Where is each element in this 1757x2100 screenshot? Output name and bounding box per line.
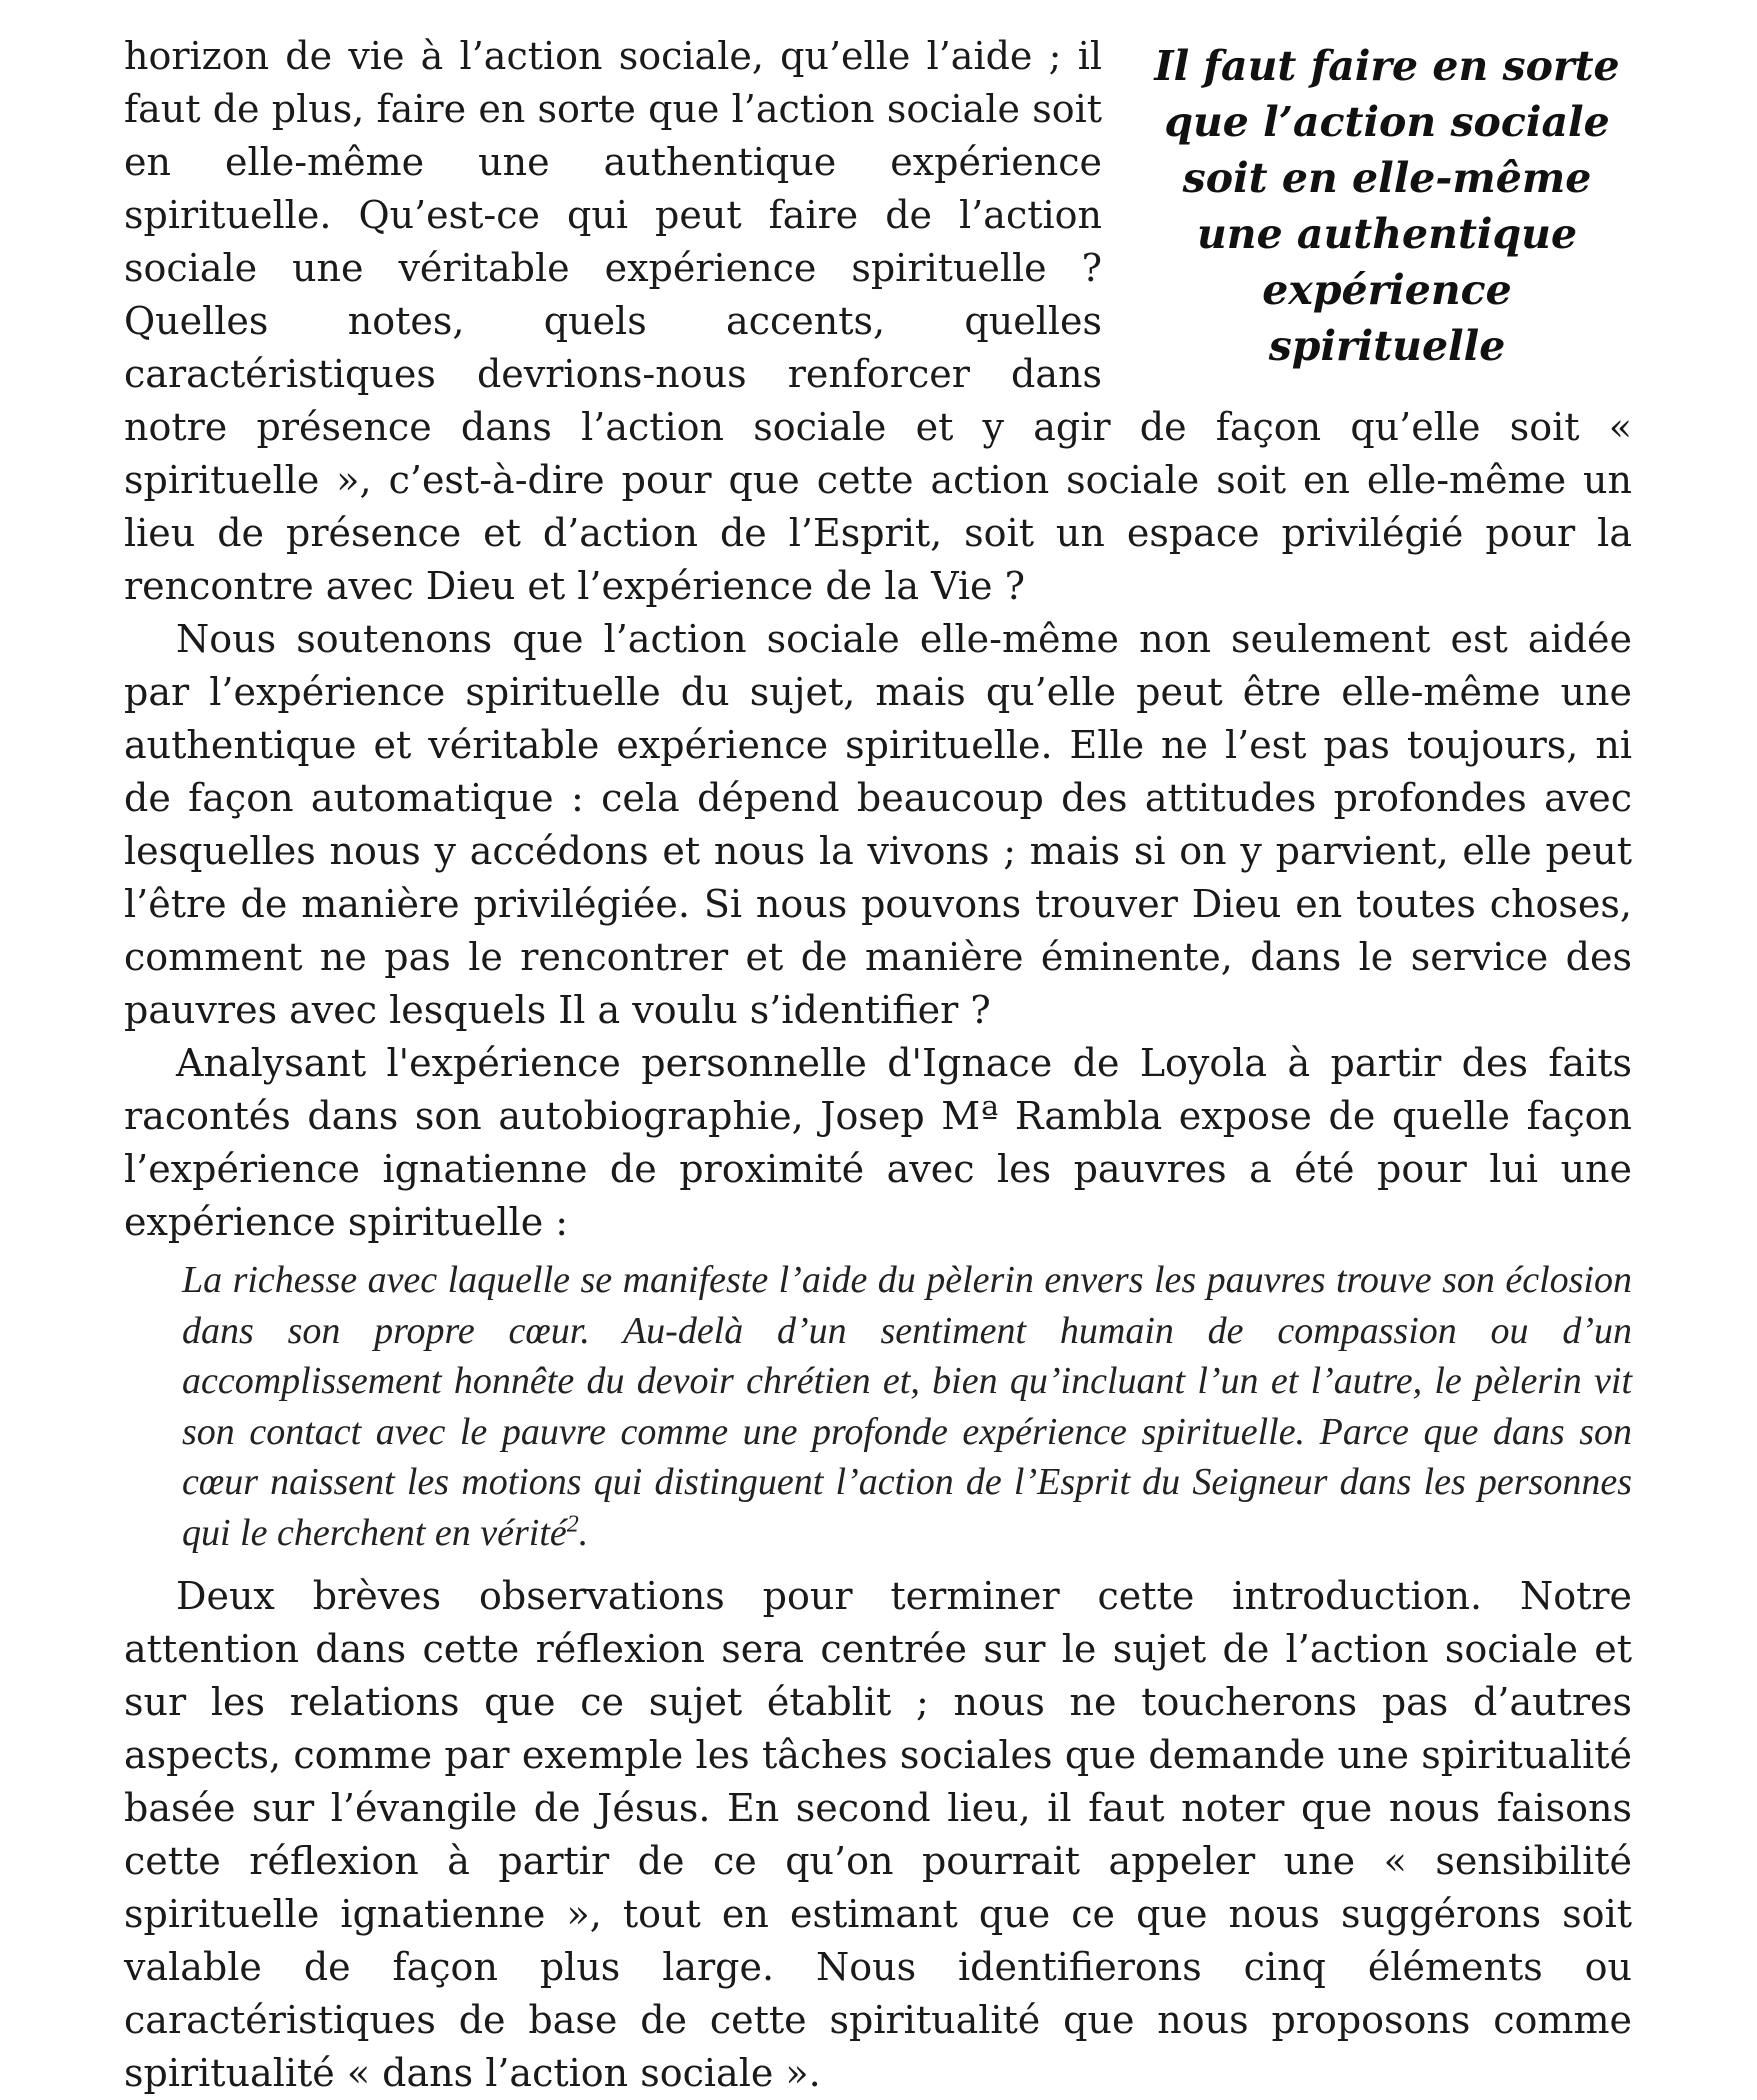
footnote-marker[interactable]: 2 [566,1510,579,1537]
pull-quote: Il faut faire en sorte que l’action sociale soit en elle-même une authentique expérience spirituelle [1154,42,1620,370]
paragraph-rambla: Analysant l'expérience personnelle d'Ignace de Loyola à partir des faits racontés dans son autobiographie, Josep Mª Rambla expose de quelle façon l’expérience ignatienne de proximité avec les pauvres a été pour lui une expérience spirituelle : [124,1041,1632,1244]
block-quote [182,1255,1632,1558]
block-quote-text: La richesse avec laquelle se manifeste l’aide du pèlerin envers les pauvres trouve son éclosion dans son propre cœur. Au-delà d’un sentiment humain de compassion ou d’un accomplissement honnête du devoir chrétien et, bien qu’incluant l’un et l’autre, le pèlerin vit son contact avec le pauvre comme une profonde expérience spirituelle. Parce que dans son cœur naissent les motions qui distinguent l’action de l’Esprit du Seigneur dans les personnes qui le cherchent en vérité [182,1259,1632,1554]
paragraph-thesis: Nous soutenons que l’action sociale elle-même non seulement est aidée par l’expérience spirituelle du sujet, mais qu’elle peut être elle-même une authentique et véritable expérience spirituelle. Elle ne l’est pas toujours, ni de façon automatique : cela dépend beaucoup des attitudes profondes avec lesquelles nous y accédons et nous la vivons ; mais si on y parvient, elle peut l’être de manière privilégiée. Si nous pouvons trouver Dieu en toutes choses, comment ne pas le rencontrer et de manière éminente, dans le service des pauvres avec lesquels Il a voulu s’identifier ? [124,617,1632,1032]
block-quote-end: . [578,1511,589,1554]
paragraph-observations: Deux brèves observations pour terminer cette introduction. Notre attention dans cette réflexion sera centrée sur le sujet de l’action sociale et sur les relations que ce sujet établit ; nous ne toucherons pas d’autres aspects, comme par exemple les tâches sociales que demande une spiritualité basée sur l’évangile de Jésus. En second lieu, il faut noter que nous faisons cette réflexion à partir de ce qu’on pourrait appeler une « sensibilité spirituelle ignatienne », tout en estimant que ce que nous suggérons soit valable de façon plus large. Nous identifierons cinq éléments ou caractéristiques de base de cette spiritualité que nous proposons comme spiritualité « dans l’action sociale ». [124,1574,1632,2095]
document-page [124,30,1632,2100]
paragraph-intro: horizon de vie à l’action sociale, qu’elle l’aide ; il faut de plus, faire en sorte que l’action sociale soit en elle-même une authentique expérience spirituelle. Qu’est-ce qui peut faire de l’action sociale une véritable expérience spirituelle ? Quelles notes, quels accents, quelles caractéristiques devrions-nous renforcer dans notre présence dans l’action sociale et y agir de façon qu’elle soit « spirituelle », c’est-à-dire pour que cette action sociale soit en elle-même un lieu de présence et d’action de l’Esprit, soit un espace privilégié pour la rencontre avec Dieu et l’expérience de la Vie ? [124,34,1632,608]
